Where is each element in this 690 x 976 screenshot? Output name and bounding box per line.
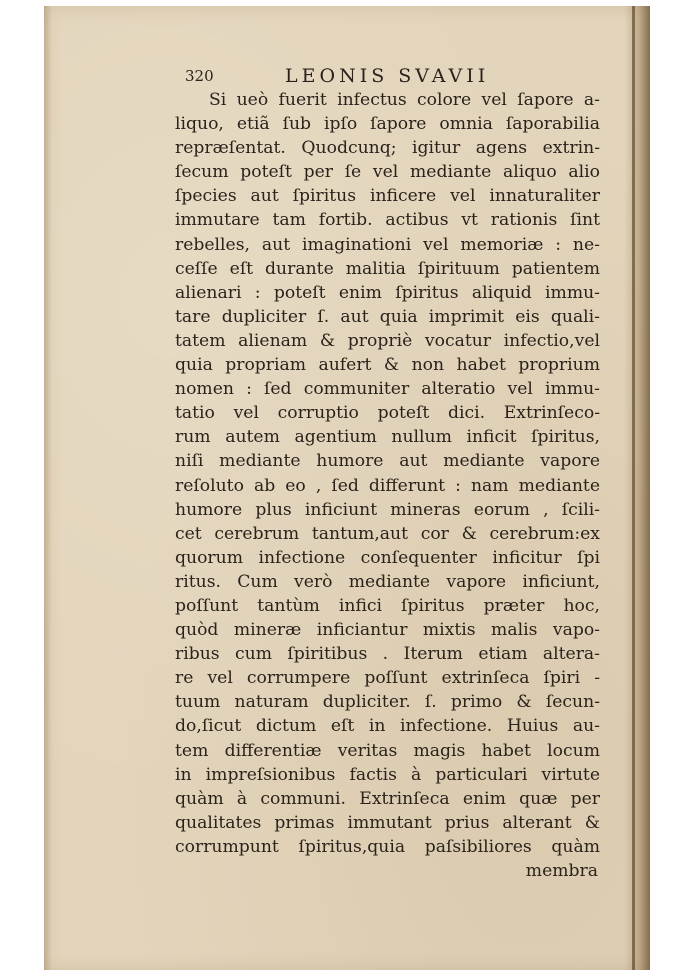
text-line: ceſſe eſt durante malitia ſpirituum patientem (175, 258, 600, 279)
text-line: ſecum poteſt per ſe vel mediante aliquo alio (175, 162, 600, 183)
page-number: 320 (185, 67, 214, 85)
text-line: tem differentiæ veritas magis habet locum (175, 740, 600, 761)
text-line: rum autem agentium nullum inficit ſpiritus, (175, 427, 600, 448)
text-line: do,ſicut dictum eſt in infectione. Huius au- (175, 716, 600, 737)
text-line: cet cerebrum tantum,aut cor & cerebrum:ex (175, 523, 600, 544)
text-line: corrumpunt ſpiritus,quia paſsibiliores quàm (175, 836, 600, 857)
text-line: tuum naturam dupliciter. ſ. primo & ſecun- (175, 692, 600, 713)
text-line: tatio vel corruptio poteſt dici. Extrinſeco- (175, 403, 600, 424)
text-line: repræſentat. Quodcunq; igitur agens extrin- (175, 138, 600, 159)
text-line: quorum infectione conſequenter inficitur ſpi (175, 547, 600, 568)
text-line: Si ueò fuerit infectus colore vel ſapore a- (209, 90, 600, 110)
text-line: nomen : ſed communiter alteratio vel immu- (175, 379, 600, 400)
text-line: niſi mediante humore aut mediante vapore (175, 451, 600, 472)
page-text-block (175, 64, 600, 883)
text-line: ribus cum ſpiritibus . Iterum etiam altera- (175, 644, 600, 665)
text-line: qualitates primas immutant prius alterant & (175, 812, 600, 833)
catchword: membra (525, 861, 598, 881)
text-line: tare dupliciter ſ. aut quia imprimit eis quali- (175, 306, 600, 327)
text-line: ritus. Cum verò mediante vapore inficiunt, (175, 571, 600, 592)
text-line: re vel corrumpere poſſunt extrinſeca ſpiri - (175, 668, 600, 689)
page-left-edge-shadow (44, 6, 52, 970)
text-line: reſoluto ab eo , ſed differunt : nam mediante (175, 475, 600, 496)
text-line: poſſunt tantùm infici ſpiritus præter hoc, (175, 595, 600, 616)
text-line: rebelles, aut imaginationi vel memoriæ : ne- (175, 234, 600, 255)
page-gutter-shadow (624, 6, 650, 970)
text-line: humore plus inficiunt mineras eorum , ſcili- (175, 499, 600, 520)
text-line: tatem alienam & propriè vocatur infectio,vel (175, 330, 600, 351)
text-line: alienari : poteſt enim ſpiritus aliquid immu- (175, 282, 600, 303)
text-line: immutare tam fortib. actibus vt rationis ſint (175, 210, 600, 231)
text-line: quia propriam aufert & non habet proprium (175, 355, 600, 376)
text-line: liquo, etiã ſub ipſo ſapore omnia ſaporabilia (175, 114, 600, 135)
running-head: LEONIS SVAVII (285, 65, 490, 87)
page-header (175, 64, 600, 88)
text-line: quàm à communi. Extrinſeca enim quæ per (175, 788, 600, 809)
book-spine-line (632, 6, 635, 970)
text-line: in impreſsionibus factis à particulari virtute (175, 764, 600, 785)
text-line: quòd mineræ inficiantur mixtis malis vapo- (175, 620, 600, 641)
text-line: ſpecies aut ſpiritus inficere vel innaturaliter (175, 186, 600, 207)
